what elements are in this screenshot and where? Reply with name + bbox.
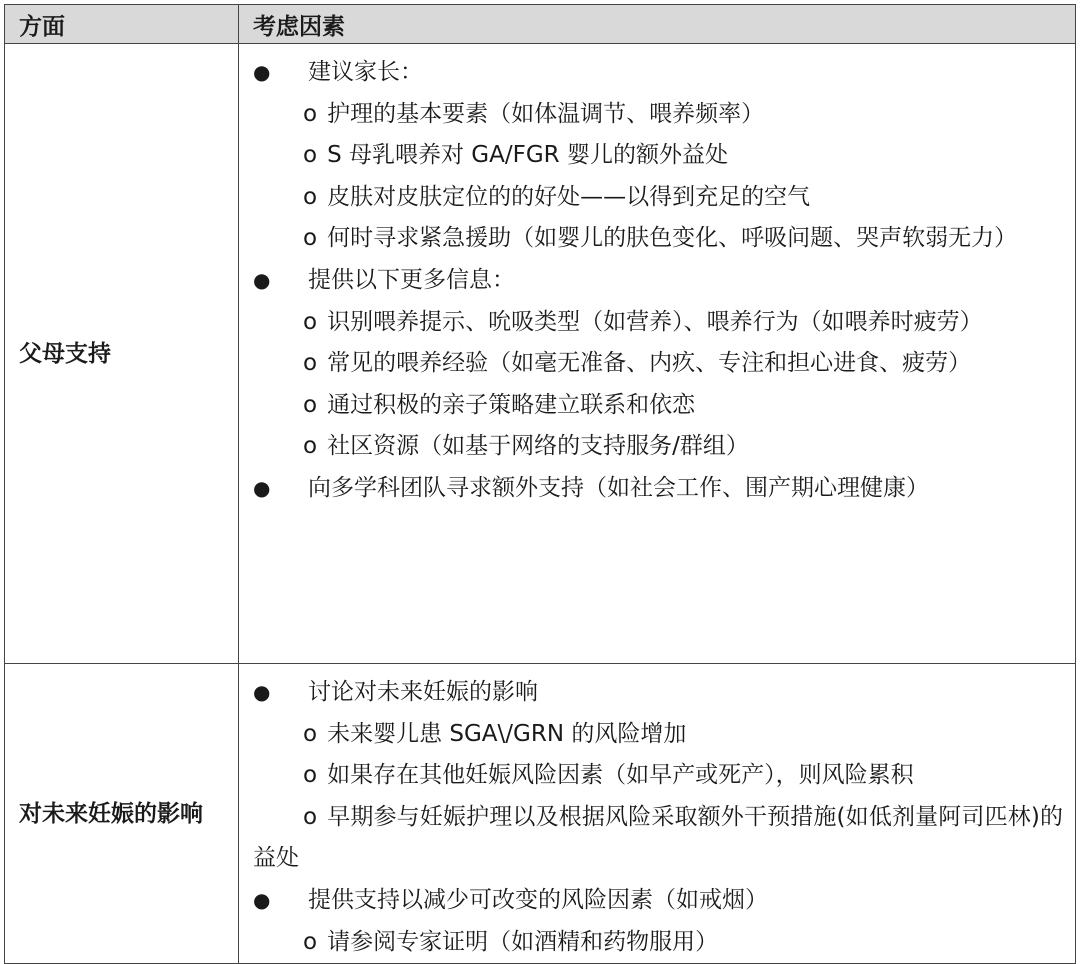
sub-bullet-icon: o	[303, 350, 318, 377]
sub-item	[253, 343, 1063, 385]
sub-item	[253, 922, 1063, 964]
list-item-text: 未来婴儿患 SGA\/GRN 的风险增加	[327, 720, 687, 747]
aspect-cell: 父母支持	[5, 44, 239, 664]
list-item-text: 请参阅专家证明（如酒精和药物服用）	[327, 928, 719, 955]
header-aspect: 方面	[5, 5, 239, 44]
sub-item	[253, 135, 1063, 177]
sub-item	[253, 218, 1063, 260]
table-row-future-pregnancy	[5, 664, 1076, 964]
list-item-text: 提供以下更多信息：	[308, 266, 515, 293]
sub-bullet-icon: o	[303, 308, 318, 335]
list-item-text: 皮肤对皮肤定位的的好处——以得到充足的空气	[327, 183, 811, 210]
bullet-item	[253, 880, 1063, 922]
list-item-text: 常见的喂养经验（如毫无准备、内疚、专注和担心进食、疲劳）	[327, 350, 972, 377]
sub-bullet-icon: o	[303, 391, 318, 418]
considerations-cell	[239, 44, 1076, 664]
list-item-text: 提供支持以减少可改变的风险因素（如戒烟）	[308, 886, 768, 913]
sub-bullet-icon: o	[303, 183, 318, 210]
bullet-item	[253, 260, 1063, 302]
sub-bullet-icon: o	[303, 225, 318, 252]
sub-bullet-icon: o	[303, 720, 318, 747]
bullet-icon: ●	[253, 60, 271, 84]
sub-bullet-icon: o	[303, 433, 318, 460]
sub-bullet-icon: o	[303, 142, 318, 169]
aspect-cell: 对未来妊娠的影响	[5, 664, 239, 964]
considerations-list	[253, 672, 1063, 963]
list-item-text: 识别喂养提示、吮吸类型（如营养）、喂养行为（如喂养时疲劳）	[327, 308, 983, 335]
considerations-table	[4, 4, 1076, 964]
bullet-item	[253, 468, 1063, 510]
sub-item	[253, 714, 1063, 756]
list-item-text: 讨论对未来妊娠的影响	[308, 679, 538, 705]
sub-bullet-icon: o	[303, 762, 318, 789]
list-item-text: 建议家长：	[308, 59, 423, 85]
list-item-text: 早期参与妊娠护理以及根据风险采取额外干预措施(如低剂量阿司匹林)的益处	[253, 803, 1063, 872]
sub-item	[253, 426, 1063, 468]
list-item-text: S 母乳喂养对 GA/FGR 婴儿的额外益处	[327, 142, 728, 169]
sub-item	[253, 797, 1063, 880]
considerations-cell	[239, 664, 1076, 964]
bullet-icon: ●	[253, 475, 271, 500]
sub-bullet-icon: o	[303, 928, 318, 955]
list-item-text: 护理的基本要素（如体温调节、喂养频率）	[327, 100, 765, 127]
bullet-icon: ●	[253, 680, 271, 704]
sub-item	[253, 385, 1063, 427]
header-considerations: 考虑因素	[239, 5, 1076, 44]
bullet-icon: ●	[253, 887, 271, 912]
considerations-list	[253, 52, 1063, 510]
table-header-row	[5, 5, 1076, 44]
table-row-parent-support	[5, 44, 1076, 664]
list-item-text: 社区资源（如基于网络的支持服务/群组）	[327, 433, 749, 460]
bullet-icon: ●	[253, 267, 271, 292]
sub-item	[253, 302, 1063, 344]
bullet-item	[253, 672, 1063, 714]
sub-item	[253, 755, 1063, 797]
list-item-text: 何时寻求紧急援助（如婴儿的肤色变化、呼吸问题、哭声软弱无力）	[327, 225, 1018, 252]
bullet-item	[253, 52, 1063, 94]
sub-bullet-icon: o	[303, 803, 318, 830]
sub-item	[253, 94, 1063, 136]
sub-bullet-icon: o	[303, 100, 318, 127]
sub-item	[253, 177, 1063, 219]
list-item-text: 如果存在其他妊娠风险因素（如早产或死产），则风险累积	[327, 762, 914, 789]
list-item-text: 向多学科团队寻求额外支持（如社会工作、围产期心理健康）	[308, 474, 929, 501]
list-item-text: 通过积极的亲子策略建立联系和依恋	[327, 391, 696, 418]
